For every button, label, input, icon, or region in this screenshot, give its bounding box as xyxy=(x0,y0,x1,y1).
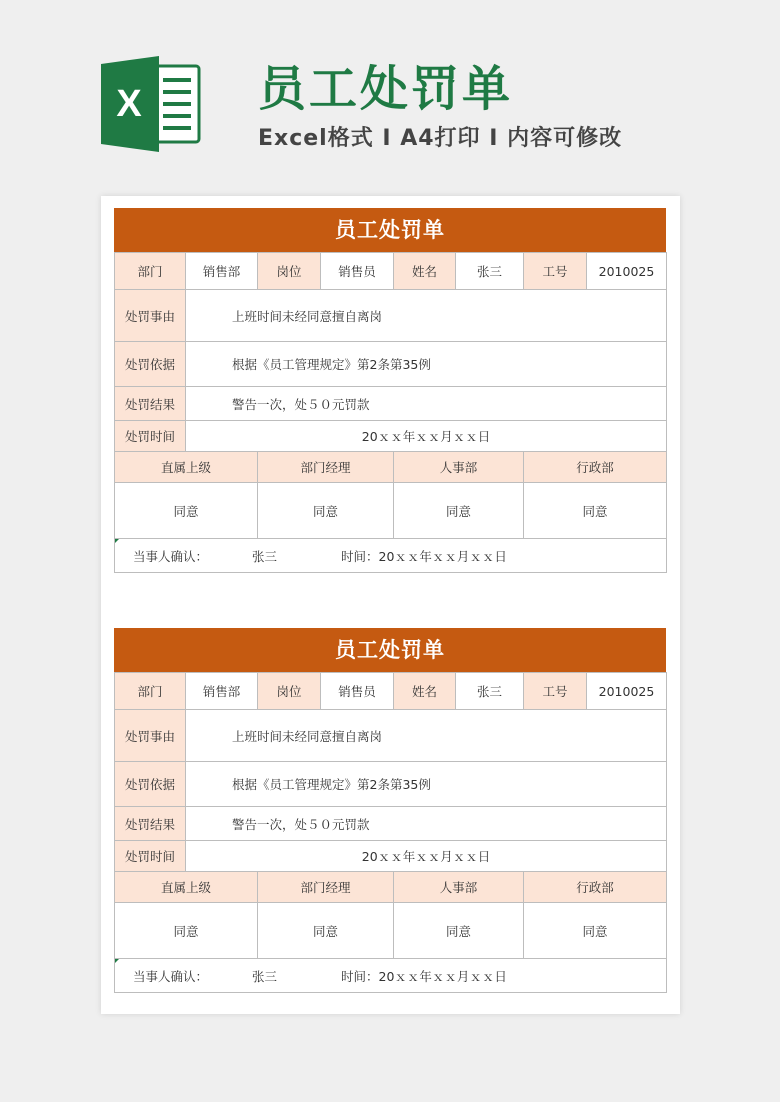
page-subtitle: Excel格式 I A4打印 I 内容可修改 xyxy=(258,126,623,151)
approval-row xyxy=(115,483,667,539)
page-title: 员工处罚单 xyxy=(258,61,514,117)
employee-id-value[interactable]: 2010025 xyxy=(587,673,667,710)
approval-admin[interactable]: 同意 xyxy=(524,903,667,959)
form-title: 员工处罚单 xyxy=(114,628,666,672)
cell-marker-icon xyxy=(115,539,119,543)
approval-admin[interactable]: 同意 xyxy=(524,483,667,539)
approver-header-row xyxy=(115,452,667,483)
confirm-name: 张三 xyxy=(252,548,278,564)
reason-row xyxy=(115,710,667,762)
excel-icon xyxy=(101,56,201,152)
approval-manager[interactable]: 同意 xyxy=(258,903,394,959)
form-title: 员工处罚单 xyxy=(114,208,666,252)
employee-id-value[interactable]: 2010025 xyxy=(587,253,667,290)
time-row xyxy=(115,421,667,452)
penalty-form xyxy=(114,628,666,993)
approver-hr-label: 人事部 xyxy=(394,452,524,483)
confirm-date-label: 时间： xyxy=(341,968,379,984)
confirm-row xyxy=(115,959,667,993)
time-value[interactable]: 20ｘｘ年ｘｘ月ｘｘ日 xyxy=(186,421,667,452)
penalty-form xyxy=(114,208,666,573)
approval-supervisor[interactable]: 同意 xyxy=(115,903,258,959)
result-label: 处罚结果 xyxy=(115,387,186,421)
position-value[interactable]: 销售员 xyxy=(321,673,394,710)
approval-hr[interactable]: 同意 xyxy=(394,483,524,539)
result-row xyxy=(115,807,667,841)
confirm-name: 张三 xyxy=(252,968,278,984)
approver-hr-label: 人事部 xyxy=(394,872,524,903)
reason-value[interactable]: 上班时间未经同意擅自离岗 xyxy=(186,290,667,342)
approver-admin-label: 行政部 xyxy=(524,872,667,903)
confirm-cell[interactable] xyxy=(115,539,667,573)
time-label: 处罚时间 xyxy=(115,421,186,452)
position-value[interactable]: 销售员 xyxy=(321,253,394,290)
document-page xyxy=(101,196,680,1014)
approver-manager-label: 部门经理 xyxy=(258,872,394,903)
result-value[interactable]: 警告一次，处５０元罚款 xyxy=(186,807,667,841)
employee-id-label: 工号 xyxy=(524,673,587,710)
approver-admin-label: 行政部 xyxy=(524,452,667,483)
approver-header-row xyxy=(115,872,667,903)
cell-marker-icon xyxy=(115,959,119,963)
name-label: 姓名 xyxy=(394,673,456,710)
approver-supervisor-label: 直属上级 xyxy=(115,872,258,903)
result-value[interactable]: 警告一次，处５０元罚款 xyxy=(186,387,667,421)
approval-manager[interactable]: 同意 xyxy=(258,483,394,539)
position-label: 岗位 xyxy=(258,673,321,710)
form-table xyxy=(114,252,667,573)
approver-manager-label: 部门经理 xyxy=(258,452,394,483)
info-row xyxy=(115,253,667,290)
confirm-label: 当事人确认： xyxy=(133,968,209,984)
confirm-date: 20ｘｘ年ｘｘ月ｘｘ日 xyxy=(378,968,507,984)
name-label: 姓名 xyxy=(394,253,456,290)
approval-row xyxy=(115,903,667,959)
employee-id-label: 工号 xyxy=(524,253,587,290)
approval-hr[interactable]: 同意 xyxy=(394,903,524,959)
dept-label: 部门 xyxy=(115,253,186,290)
time-row xyxy=(115,841,667,872)
excel-logo-letter: X xyxy=(116,83,142,125)
name-value[interactable]: 张三 xyxy=(456,673,524,710)
dept-value[interactable]: 销售部 xyxy=(186,673,258,710)
result-row xyxy=(115,387,667,421)
basis-label: 处罚依据 xyxy=(115,342,186,387)
confirm-label: 当事人确认： xyxy=(133,548,209,564)
name-value[interactable]: 张三 xyxy=(456,253,524,290)
basis-label: 处罚依据 xyxy=(115,762,186,807)
time-value[interactable]: 20ｘｘ年ｘｘ月ｘｘ日 xyxy=(186,841,667,872)
confirm-date: 20ｘｘ年ｘｘ月ｘｘ日 xyxy=(378,548,507,564)
approver-supervisor-label: 直属上级 xyxy=(115,452,258,483)
reason-label: 处罚事由 xyxy=(115,290,186,342)
dept-value[interactable]: 销售部 xyxy=(186,253,258,290)
basis-value[interactable]: 根据《员工管理规定》第2条第35例 xyxy=(186,342,667,387)
reason-label: 处罚事由 xyxy=(115,710,186,762)
result-label: 处罚结果 xyxy=(115,807,186,841)
confirm-cell[interactable] xyxy=(115,959,667,993)
position-label: 岗位 xyxy=(258,253,321,290)
form-table xyxy=(114,672,667,993)
reason-row xyxy=(115,290,667,342)
confirm-date-label: 时间： xyxy=(341,548,379,564)
confirm-row xyxy=(115,539,667,573)
page-header xyxy=(0,0,780,196)
dept-label: 部门 xyxy=(115,673,186,710)
basis-row xyxy=(115,342,667,387)
approval-supervisor[interactable]: 同意 xyxy=(115,483,258,539)
time-label: 处罚时间 xyxy=(115,841,186,872)
reason-value[interactable]: 上班时间未经同意擅自离岗 xyxy=(186,710,667,762)
info-row xyxy=(115,673,667,710)
basis-value[interactable]: 根据《员工管理规定》第2条第35例 xyxy=(186,762,667,807)
basis-row xyxy=(115,762,667,807)
